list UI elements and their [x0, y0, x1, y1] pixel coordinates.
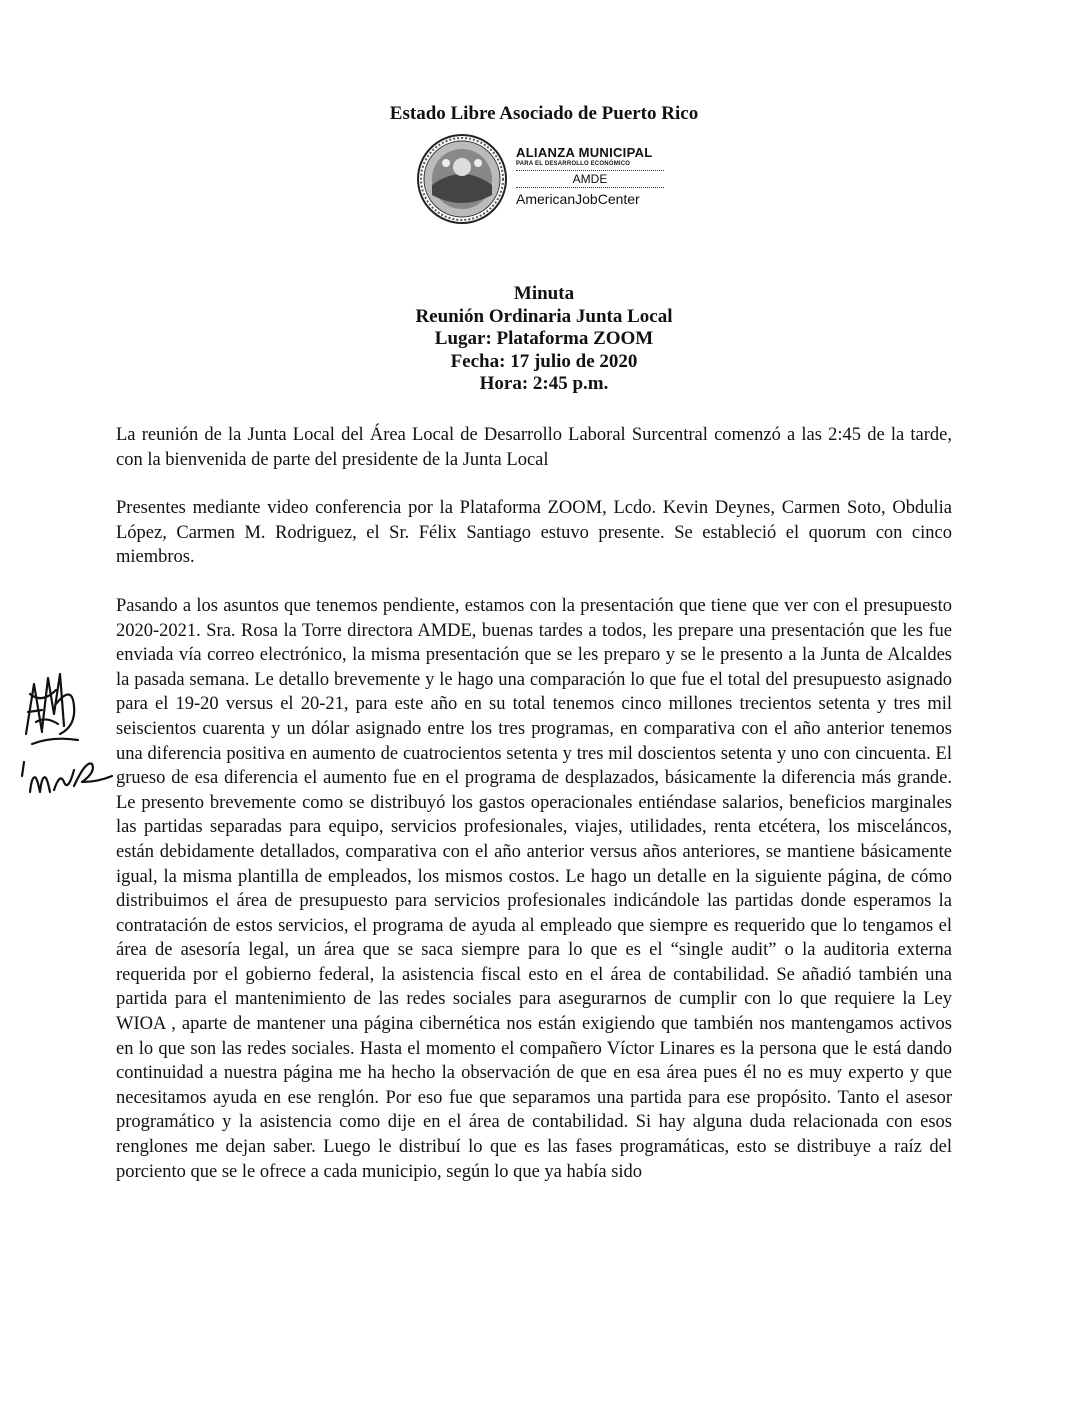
title-minuta: Minuta — [513, 283, 575, 304]
paragraph-budget: Pasando a los asuntos que tenemos pendiente, estamos con la presentación que tiene que ver con el presupuesto 2020-2021. Sra. Rosa la Torre directora AMDE, buenas tardes a todos, les prepare una presentación que les fue enviada vía correo electrónico, la misma presentación que se les preparo y se le presento a la Junta de Alcaldes la pasada semana. Le detallo brevemente y le hago una comparación lo que fue el total del presupuesto asignado para el 19-20 versus el 20-21, para este año en su total tenemos cinco millones trecientos setenta y tres mil seiscientos cuarenta y un dólar asignado entre los tres programas, en comparativa con el año anterior tenemos una diferencia positiva en aumento de cuatrocientos setenta y tres mil doscientos setenta y uno con cincuenta. El grueso de esa diferencia el aumento fue en el programa de desplazados, básicamente la diferencia más grande. Le presento brevemente como se distribuyó los gastos operacionales entiéndase salarios, beneficios marginales las partidas separadas para equipo, servicios profesionales, viajes, utilidades, renta etcétera, los misceláncos, están debidamente detallados, comparativa con el año anterior versus años anteriores, se mantiene básicamente igual, la misma plantilla de empleados, los mismos costos. Le hago un detalle en la siguiente página, de cómo distribuimos el área de presupuesto para servicios profesionales indicándole las partidas donde esperamos la contratación de estos servicios, el programa de ayuda al empleado que siempre es requerido que lo tengamos el área de asesoría legal, un área que se saca siempre para lo que es el “single audit” o la auditoria externa requerida por el gobierno federal, la asistencia fiscal esto en el área de contabilidad. Se añadió también una partida para el mantenimiento de las redes sociales para asegurarnos de cumplir con lo que requiere la Ley WIOA , aparte de mantener una página cibernética nos están exigiendo que también nos mantengamos activos en lo que son las redes sociales. Hasta el momento el compañero Víctor Linares es la persona que le está dando continuidad a nuestra página me ha hecho la observación de que en esa área pues él no es muy experto y que necesitamos ayuda en ese renglón. Por eso fue que separamos una partida para ese propósito. Tanto el asesor programático y la asistencia como dije en el área de contabilidad. Si hay alguna duda relacionada con esos renglones me dejan saber. Luego le distribuí lo que es las fases programáticas, esto se distribuye a raíz del porciento que se le ofrece a cada municipio, según lo que ya había sido — [116, 595, 952, 1182]
title-location: Lugar: Plataforma ZOOM — [434, 328, 654, 349]
amde-logo — [416, 133, 676, 225]
logo-subtitle: PARA EL DESARROLLO ECONÓMICO — [516, 161, 631, 167]
municipal-seal-icon — [416, 133, 508, 225]
document-header-title: Estado Libre Asociado de Puerto Rico — [389, 103, 699, 124]
title-meeting-type: Reunión Ordinaria Junta Local — [415, 305, 673, 327]
paragraph-opening: La reunión de la Junta Local del Área Local de Desarrollo Laboral Surcentral comenzó a las 2:45 de la tarde, con la bienvenida de parte del presidente de la Junta Local — [116, 425, 952, 470]
handwritten-initials-signature — [12, 664, 122, 809]
paragraph-attendance: Presentes mediante video conferencia por la Plataforma ZOOM, Lcdo. Kevin Deynes, Carmen Soto, Obdulia López, Carmen M. Rodriguez, el Sr. Félix Santiago estuvo presente. Se estableció el quorum con cinco miembros. — [116, 498, 952, 568]
logo-american-job-center: AmericanJobCenter — [516, 191, 640, 207]
minutes-title-block — [0, 283, 1088, 396]
logo-text-block — [516, 145, 664, 207]
logo-org-name: ALIANZA MUNICIPAL — [516, 145, 653, 160]
title-time: Hora: 2:45 p.m. — [479, 373, 609, 394]
logo-amde: AMDE — [516, 170, 664, 188]
minutes-body — [116, 423, 952, 1208]
title-date: Fecha: 17 julio de 2020 — [450, 350, 638, 372]
